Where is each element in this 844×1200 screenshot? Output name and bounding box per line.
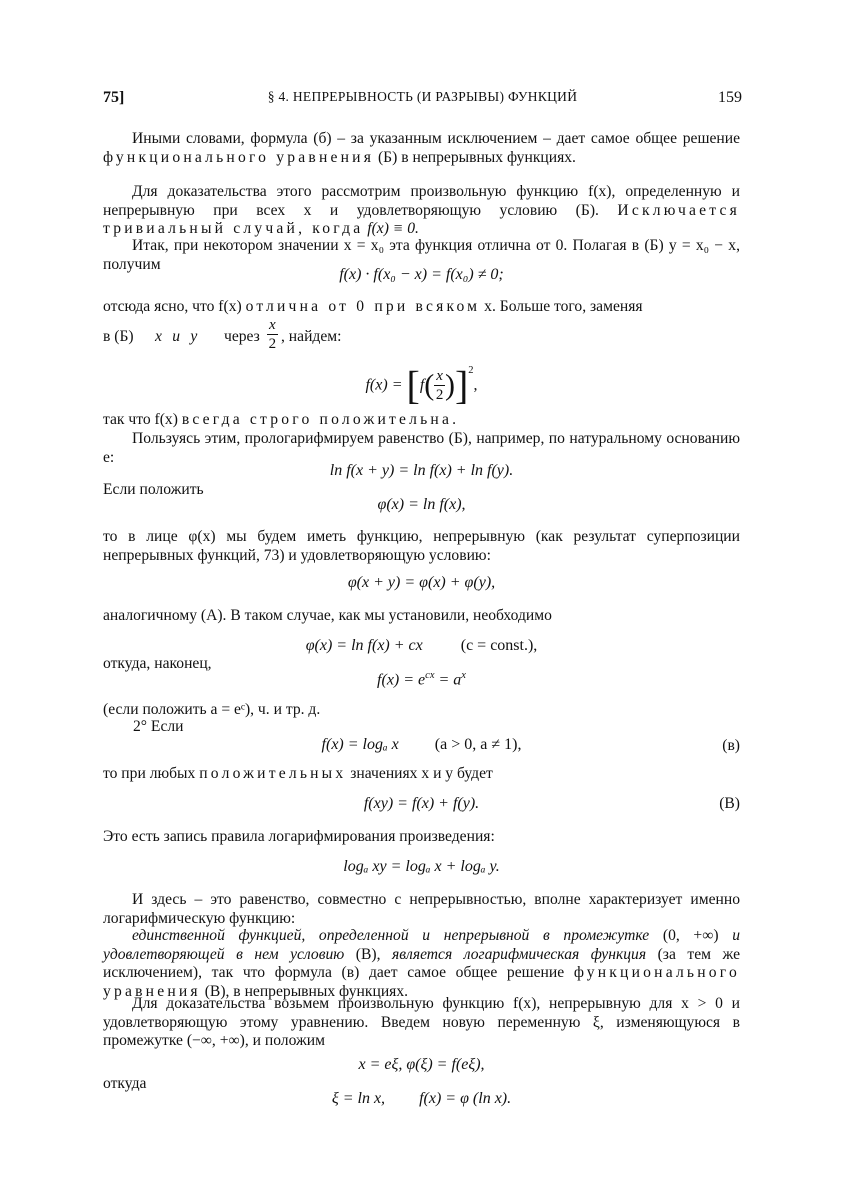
eq6-condition: (c = const.), [460, 637, 538, 654]
p16-text-c: и удовлетворяющей в нем условию [103, 927, 740, 963]
p4-text-a: отсюда ясно, что f(x) [103, 298, 242, 315]
equation-8 [103, 736, 740, 754]
equation-1: f(x) · f(x₀ − x) = f(x₀) ≠ 0; [339, 266, 504, 283]
paragraph-4-line-2 [103, 318, 740, 358]
equation-6 [103, 637, 740, 655]
fraction-denominator: 2 [268, 336, 277, 352]
p16-condition: (В), [355, 945, 381, 963]
p16-text-a: единственной функцией, определенной и непрерывной в промежутке [132, 927, 650, 944]
open-paren: ( [424, 368, 435, 402]
p1-text-a: Иными словами, формула (б) – за указанным исключением – дает самое общее решение [132, 130, 740, 147]
header-title: § 4. НЕПРЕРЫВНОСТЬ (И РАЗРЫВЫ) ФУНКЦИЙ [267, 89, 578, 104]
p4-spaced-text: отлична от 0 при всяком [245, 298, 481, 315]
eq7-exp-cx: cx [425, 670, 435, 681]
p5-text-a: так что f(x) [103, 411, 178, 428]
eq6-main: φ(x) = ln f(x) + cx [305, 637, 423, 654]
eq7-exp-x: x [461, 670, 466, 681]
paragraph-5 [103, 411, 740, 430]
equation-12 [103, 1090, 740, 1108]
paragraph-11: (если положить a = eᶜ), ч. и тр. д. [103, 701, 321, 718]
equation-2 [103, 356, 740, 406]
p3-text: Итак, при некотором значении x = x₀ эта функция отлична от 0. Полагая в (Б) y = x₀ − x, получим [103, 237, 740, 273]
p5-spaced-text: всегда строго положительна. [181, 411, 460, 428]
paragraph-16 [103, 927, 740, 1001]
eq2-lhs: f(x) = [365, 376, 403, 394]
close-bracket: ] [454, 362, 469, 408]
p16-text-e: является логарифмическая функция [392, 945, 647, 963]
equation-9: f(xy) = f(x) + f(y). [363, 795, 480, 812]
p16-text-g: (В), в непрерывных функциях. [204, 982, 409, 1000]
paragraph-12: 2° Если [133, 718, 184, 735]
paragraph-9: аналогичному (А). В таком случае, как мы установили, необходимо [103, 607, 552, 624]
p2-text-a: Для доказательства этого рассмотрим произвольную функцию f(x), определенную и непрерывную при всех x и удовлетворяющую условию (Б). [103, 183, 740, 219]
paragraph-1 [103, 130, 740, 167]
paragraph-13 [103, 765, 740, 784]
paragraph-4 [103, 298, 740, 317]
eq2-exponent: 2 [468, 365, 474, 376]
equation-7 [103, 670, 740, 689]
section-number: 75] [103, 89, 125, 106]
p1-text-b: (Б) в непрерывных функциях. [377, 148, 576, 166]
eq8-main: f(x) = logₐ x [321, 736, 399, 753]
eq7-mid: = a [434, 671, 462, 689]
equation-9-tag: (В) [719, 795, 740, 812]
eq7-lhs: f(x) = e [377, 671, 426, 689]
paragraph-6: Пользуясь этим, прологарифмируем равенство (Б), например, по натуральному основанию e: [103, 430, 740, 466]
eq12-part-a: ξ = ln x, [331, 1090, 386, 1107]
p16-spaced-text: функционального уравнения [103, 964, 740, 1000]
equation-5: φ(x + y) = φ(x) + φ(y), [347, 574, 496, 591]
equation-10: logₐ xy = logₐ x + logₐ y. [343, 858, 500, 875]
eq8-condition: (a > 0, a ≠ 1), [434, 736, 522, 753]
p13-spaced-text: положительных [199, 765, 347, 782]
p4-text-b: x. Больше того, заменяя [484, 298, 643, 315]
close-paren: ) [444, 368, 455, 402]
paragraph-8: то в лице φ(x) мы будем иметь функцию, непрерывную (как результат суперпозиции непрерывных функций, 73) и удовлетворяющую условию: [103, 528, 740, 564]
p2-formula: f(x) ≡ 0. [367, 220, 419, 238]
p13-text-b: значениях x и y будет [350, 765, 493, 782]
eq2-fraction [434, 369, 445, 403]
paragraph-18: откуда [103, 1075, 147, 1092]
equation-3: ln f(x + y) = ln f(x) + ln f(y). [329, 462, 514, 479]
eq2-function: f [419, 376, 425, 394]
paragraph-2 [103, 183, 740, 239]
p16-text-f: (за тем же исключением), так что формула (в) дает самое общее решение [103, 945, 740, 982]
p4-text-f: , найдем: [281, 328, 342, 345]
paragraph-14: Это есть запись правила логарифмирования произведения: [103, 828, 495, 845]
p4-vars: x и y [155, 328, 201, 345]
fraction-x-over-2 [267, 318, 278, 352]
eq2-numerator: x [436, 367, 443, 384]
eq12-part-b: f(x) = φ (ln x). [419, 1090, 512, 1107]
equation-4: φ(x) = ln f(x), [377, 496, 466, 513]
p1-spaced-text: функционального уравнения [103, 148, 375, 166]
page-number: 159 [718, 89, 742, 106]
paragraph-7: Если положить [103, 481, 204, 498]
paragraph-17: Для доказательства возьмем произвольную функцию f(x), непрерывную для x > 0 и удовлетворяющую этому уравнению. Введем новую переменную ξ, изменяющуюся в промежутке (−∞, +∞), и положим [103, 995, 740, 1050]
equation-11: x = eξ, φ(ξ) = f(eξ), [358, 1056, 485, 1073]
p13-text-a: то при любых [103, 765, 196, 782]
eq2-comma: , [473, 376, 478, 394]
equation-8-tag: (в) [722, 737, 740, 754]
p2-spaced-text: Исключается тривиальный случай, когда [103, 201, 740, 238]
p4-text-c: в (Б) [103, 328, 134, 345]
paragraph-10: откуда, наконец, [103, 655, 212, 672]
p16-interval: (0, +∞) [662, 927, 719, 944]
running-header [103, 89, 742, 111]
fraction-numerator: x [269, 317, 276, 333]
paragraph-15: И здесь – это равенство, совместно с непрерывностью, вполне характеризует именно логарифмическую функцию: [103, 891, 740, 927]
p4-text-e: через [224, 328, 260, 345]
eq2-denominator: 2 [435, 386, 444, 403]
open-bracket: [ [406, 362, 420, 408]
